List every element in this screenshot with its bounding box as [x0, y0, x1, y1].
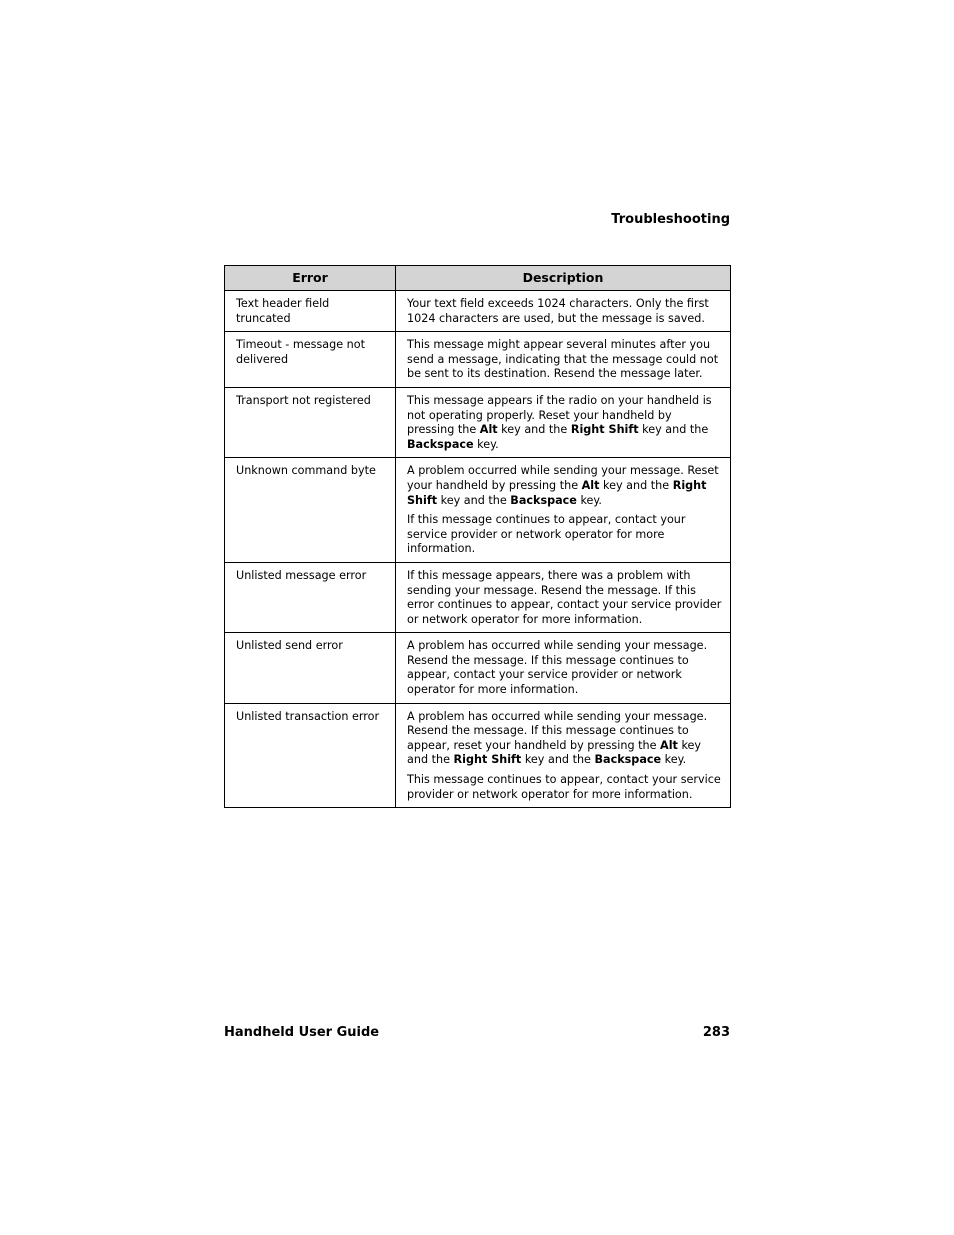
- description-paragraph: [407, 639, 722, 697]
- description-cell: [396, 291, 731, 332]
- page-number: 283: [702, 1025, 730, 1040]
- key-name-backspace: Backspace: [510, 493, 577, 507]
- description-paragraph: [407, 710, 722, 768]
- error-cell: Transport not registered: [225, 387, 396, 457]
- description-text: If this message appears, there was a problem with sending your message. Resend the message. If this error continues to appear, contact your service provider or network operator for more information.: [407, 568, 722, 626]
- error-cell: Unlisted send error: [225, 633, 396, 703]
- description-text: A problem has occurred while sending your message. Resend the message. If this message continues to appear, contact your service provider or network operator for more information.: [407, 639, 708, 697]
- table-row: [225, 332, 731, 388]
- key-name-alt: Alt: [479, 423, 498, 437]
- table-row: [225, 633, 731, 703]
- table-row: [225, 291, 731, 332]
- description-paragraph: [407, 513, 722, 557]
- description-cell: [396, 458, 731, 563]
- key-name-alt: Alt: [660, 738, 678, 752]
- description-cell: [396, 633, 731, 703]
- error-cell: Unknown command byte: [225, 458, 396, 563]
- description-paragraph: [407, 464, 722, 508]
- key-name-backspace: Backspace: [594, 753, 662, 767]
- error-cell: Timeout - message not delivered: [225, 332, 396, 388]
- column-header-error: Error: [225, 266, 396, 291]
- description-text: A problem occurred while sending your message. Reset your handheld by pressing the: [407, 464, 719, 492]
- error-cell: Unlisted transaction error: [225, 703, 396, 808]
- table-row: [225, 458, 731, 563]
- key-name-alt: Alt: [581, 478, 600, 492]
- table-row: [225, 562, 731, 632]
- description-cell: [396, 332, 731, 388]
- description-paragraph: [407, 569, 722, 627]
- description-text: key and the: [599, 478, 673, 492]
- description-paragraph: [407, 297, 722, 326]
- description-cell: [396, 703, 731, 808]
- description-text: This message might appear several minutes after you send a message, indicating that the message could not be sent to its destination. Resend the message later.: [407, 338, 719, 381]
- description-paragraph: [407, 338, 722, 382]
- description-text: If this message continues to appear, contact your service provider or network operator for more information.: [407, 513, 686, 556]
- key-name-right-shift: Right Shift: [570, 423, 639, 437]
- description-text: key.: [576, 493, 602, 507]
- description-cell: [396, 562, 731, 632]
- description-text: A problem has occurred while sending your message. Resend the message. If this message continues to appear, reset your handheld by pressing the: [407, 709, 708, 752]
- footer-guide-title: Handheld User Guide: [224, 1025, 380, 1040]
- column-header-description: Description: [396, 266, 731, 291]
- description-text: key and the: [497, 423, 571, 437]
- description-text: key and the: [638, 423, 709, 437]
- error-cell: Unlisted message error: [225, 562, 396, 632]
- table-row: [225, 703, 731, 808]
- key-name-backspace: Backspace: [407, 437, 474, 451]
- description-text: This message appears if the radio on your handheld is not operating properly. Reset your handheld by pressing the: [407, 393, 712, 437]
- description-text: key.: [661, 753, 687, 767]
- description-text: key and the: [407, 738, 702, 767]
- description-cell: [396, 387, 731, 457]
- description-text: key.: [473, 437, 499, 451]
- description-text: key and the: [437, 493, 511, 507]
- description-text: Your text field exceeds 1024 characters. Only the first 1024 characters are used, but the message is saved.: [407, 297, 709, 325]
- section-title: Troubleshooting: [611, 212, 730, 227]
- description-text: key and the: [521, 753, 595, 767]
- key-name-right-shift: Right Shift: [407, 478, 707, 507]
- table-row: [225, 387, 731, 457]
- key-name-right-shift: Right Shift: [453, 753, 522, 767]
- error-table: [224, 265, 731, 808]
- description-text: This message continues to appear, contact your service provider or network operator for more information.: [407, 773, 721, 801]
- error-cell: Text header field truncated: [225, 291, 396, 332]
- description-paragraph: [407, 394, 722, 452]
- description-paragraph: [407, 773, 722, 802]
- table-header-row: [225, 266, 731, 291]
